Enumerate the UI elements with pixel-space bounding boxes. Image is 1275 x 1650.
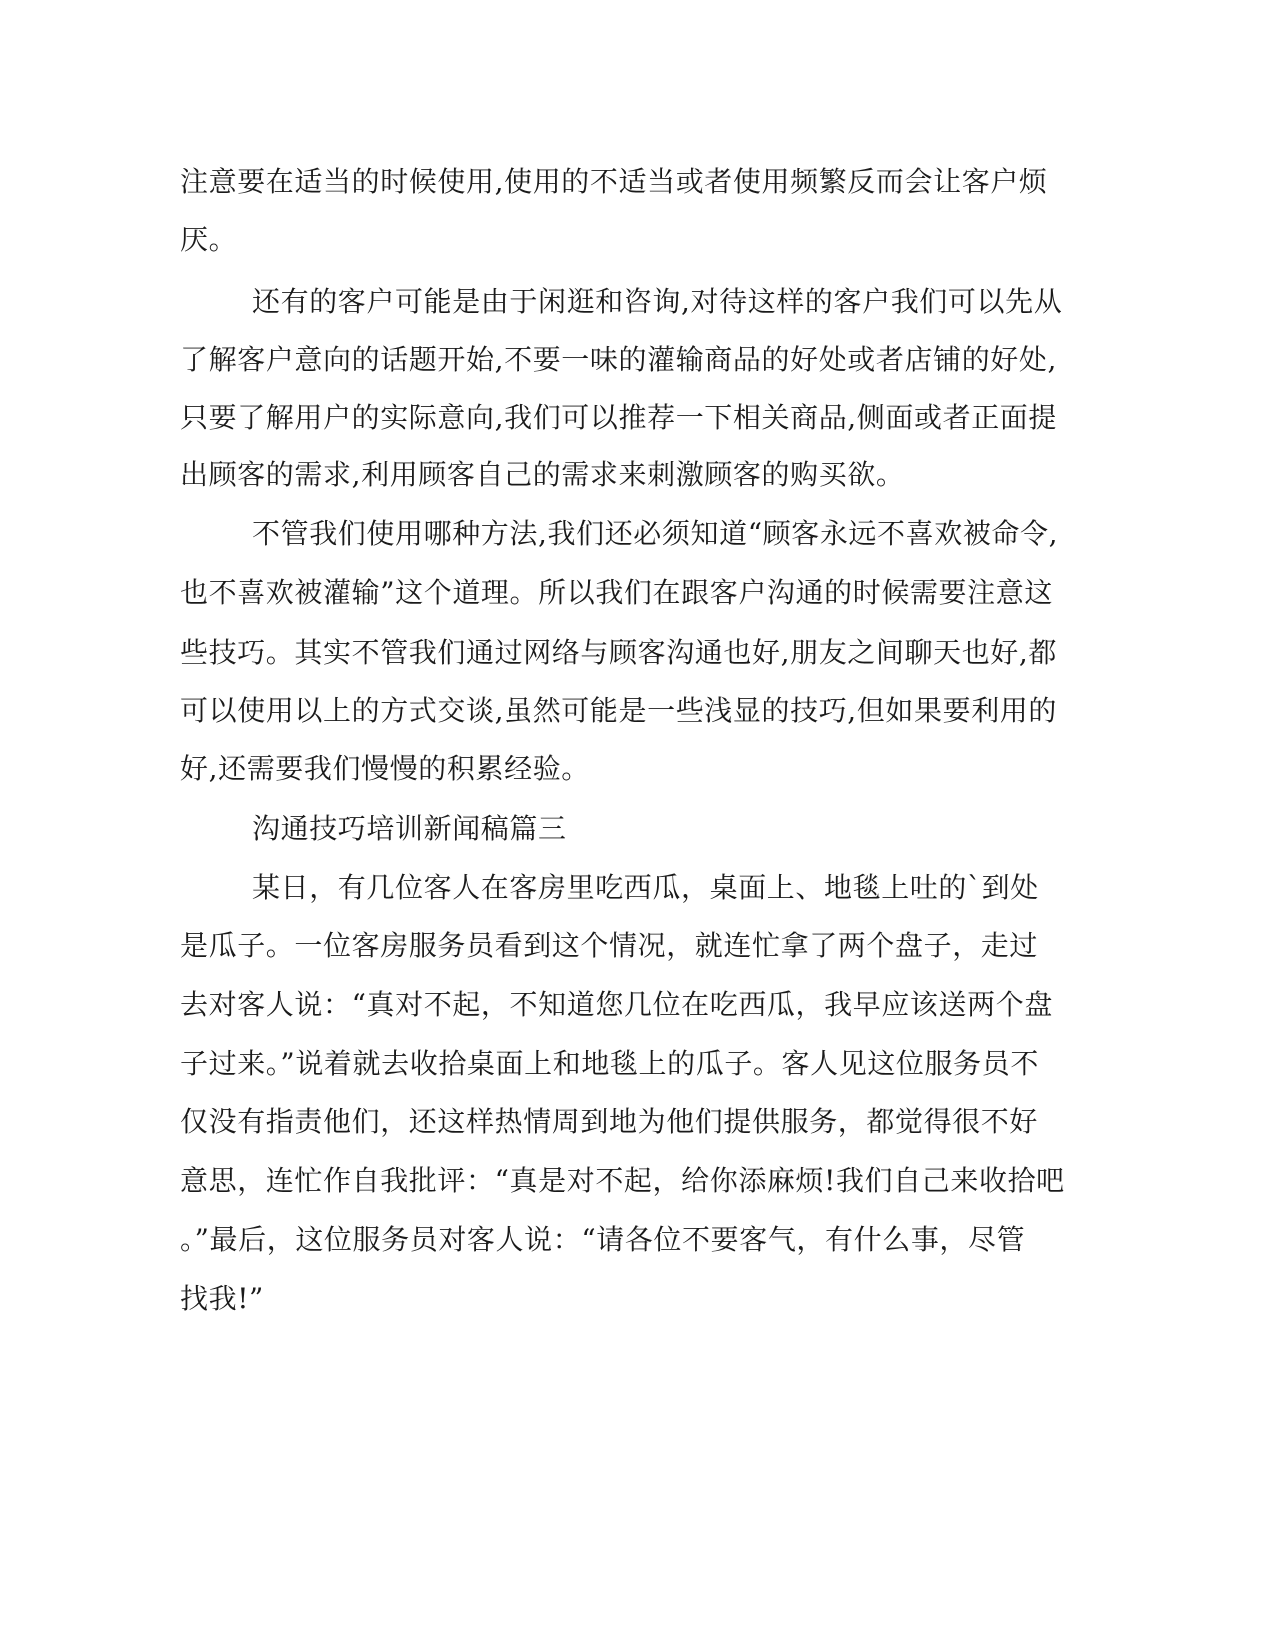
- text-line: 也不喜欢被灌输”这个道理。所以我们在跟客户沟通的时候需要注意这: [180, 576, 1053, 609]
- text-line: 只要了解用户的实际意向,我们可以推荐一下相关商品,侧面或者正面提: [180, 401, 1058, 434]
- text-line: 些技巧。其实不管我们通过网络与顾客沟通也好,朋友之间聊天也好,都: [180, 636, 1058, 669]
- text-line: 了解客户意向的话题开始,不要一味的灌输商品的好处或者店铺的好处,: [180, 343, 1058, 376]
- text-line: 仅没有指责他们，还这样热情周到地为他们提供服务，都觉得很不好: [180, 1105, 1039, 1138]
- text-line: 注意要在适当的时候使用,使用的不适当或者使用频繁反而会让客户烦: [180, 165, 1048, 198]
- paragraph-start-line: 不管我们使用哪种方法,我们还必须知道“顾客永远不喜欢被命令,: [252, 517, 1059, 550]
- text-line: 。”最后，这位服务员对客人说：“请各位不要客气，有什么事，尽管: [180, 1223, 1026, 1256]
- text-line: 厌。: [180, 223, 238, 256]
- text-line: 好,还需要我们慢慢的积累经验。: [180, 752, 590, 785]
- text-line: 是瓜子。一位客房服务员看到这个情况，就连忙拿了两个盘子，走过: [180, 929, 1039, 962]
- paragraph-start-line: 某日，有几位客人在客房里吃西瓜，桌面上、地毯上吐的`到处: [252, 871, 1039, 904]
- text-line: 出顾客的需求,利用顾客自己的需求来刺激顾客的购买欲。: [180, 458, 905, 491]
- text-line: 去对客人说：“真对不起，不知道您几位在吃西瓜，我早应该送两个盘: [180, 988, 1053, 1021]
- paragraph-start-line: 还有的客户可能是由于闲逛和咨询,对待这样的客户我们可以先从: [252, 285, 1063, 318]
- text-line: 意思，连忙作自我批评：“真是对不起，给你添麻烦!我们自己来收拾吧: [180, 1164, 1065, 1197]
- text-line: 可以使用以上的方式交谈,虽然可能是一些浅显的技巧,但如果要利用的: [180, 694, 1058, 727]
- text-line: 子过来。”说着就去收拾桌面上和地毯上的瓜子。客人见这位服务员不: [180, 1047, 1039, 1080]
- section-heading: 沟通技巧培训新闻稿篇三: [252, 812, 567, 845]
- text-line: 找我!”: [180, 1282, 264, 1315]
